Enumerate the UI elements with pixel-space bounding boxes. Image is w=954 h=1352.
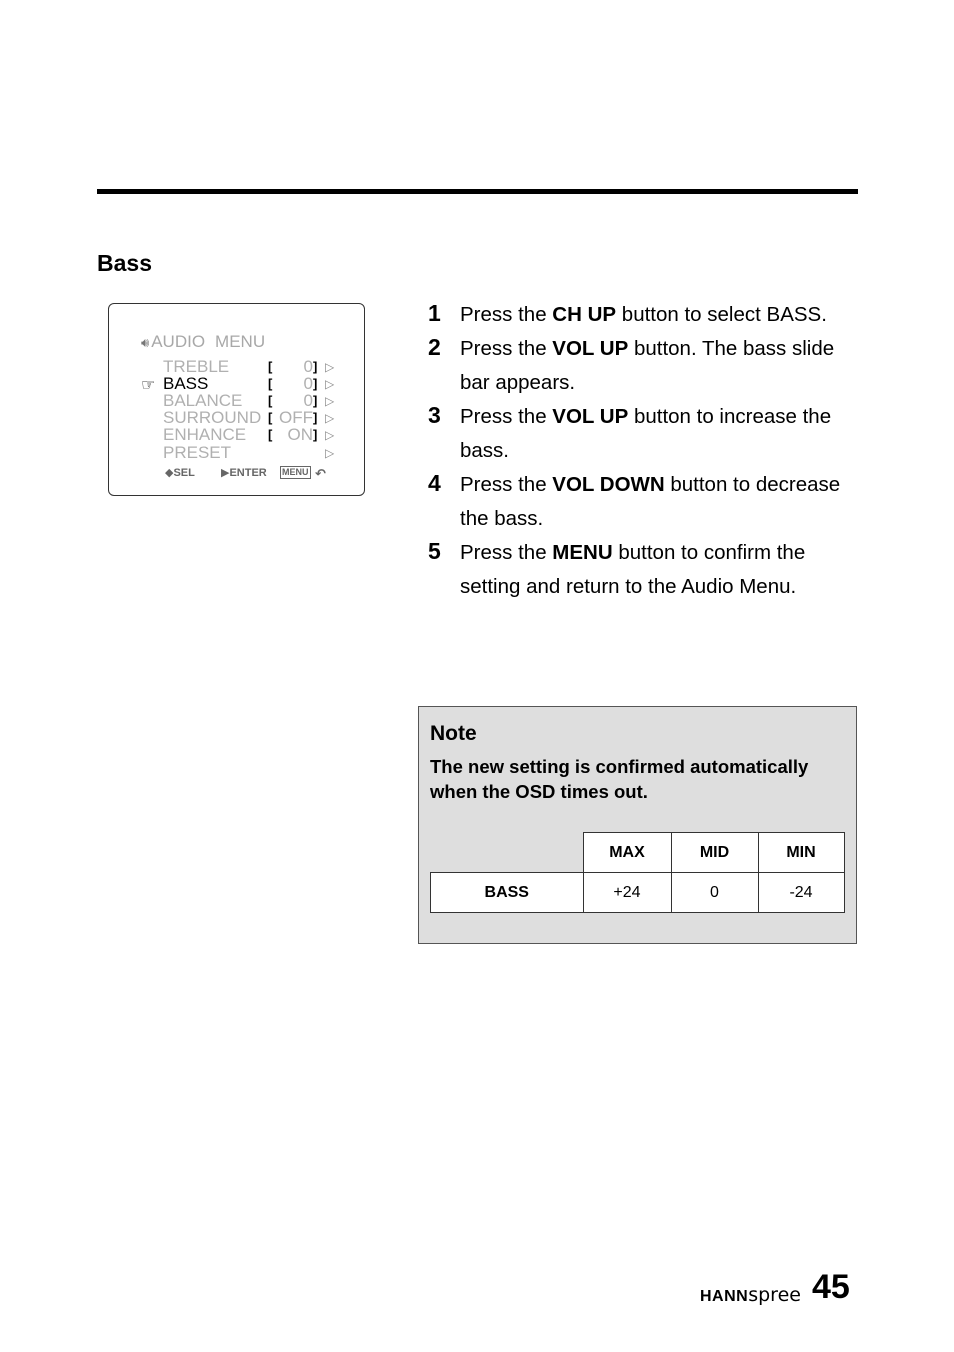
bracket-right: ] — [313, 359, 318, 374]
osd-row-label: BASS — [163, 374, 209, 393]
bracket-left: [ — [268, 427, 273, 442]
bracket-left: [ — [268, 376, 273, 391]
page-number: 45 — [812, 1268, 850, 1306]
osd-row-value: 0 — [303, 391, 313, 410]
step-key: VOL UP — [552, 337, 629, 360]
pointing-hand-icon: ☞ — [141, 377, 156, 394]
osd-row-label: PRESET — [163, 443, 232, 462]
step-text: Press the — [460, 303, 553, 326]
step-key: VOL DOWN — [552, 473, 665, 496]
step-item — [428, 400, 858, 468]
osd-screen — [108, 303, 365, 496]
note-title: Note — [430, 722, 477, 745]
osd-footer-menu: MENU — [282, 467, 309, 477]
step-key: VOL UP — [552, 405, 629, 428]
step-text: button to select BASS. — [616, 303, 827, 326]
osd-row-value: 0 — [303, 374, 313, 393]
osd-footer-sel — [165, 466, 195, 479]
arrow-right-icon: ▷ — [325, 377, 335, 391]
osd-row-value: OFF — [279, 408, 313, 427]
step-text: button to decrease the bass. — [460, 473, 841, 530]
table-row-label: BASS — [431, 873, 584, 913]
osd-header — [141, 332, 265, 352]
bracket-right: ] — [313, 427, 318, 442]
step-text: button to confirm the setting and return to the Audio Menu. — [460, 541, 806, 598]
arrow-right-icon: ▷ — [325, 446, 335, 460]
osd-row-preset — [163, 444, 343, 462]
osd-header-word1: AUDIO — [151, 332, 206, 351]
step-text: button. The bass slide bar appears. — [460, 337, 835, 394]
brand-logo-bold: HANN — [700, 1288, 749, 1305]
brand-logo — [700, 1284, 801, 1307]
return-icon: ↶ — [315, 466, 326, 481]
table-corner — [431, 833, 584, 873]
bracket-right: ] — [313, 376, 318, 391]
osd-row-label: BALANCE — [163, 391, 243, 410]
note-box — [418, 706, 857, 944]
bracket-left: [ — [268, 410, 273, 425]
step-text: button to increase the bass. — [460, 405, 832, 462]
table-row — [431, 873, 845, 913]
osd-footer-enter — [221, 466, 267, 479]
play-icon: ▶ — [221, 467, 230, 479]
top-rule — [97, 189, 858, 194]
bracket-left: [ — [268, 359, 273, 374]
steps-list — [428, 298, 858, 604]
osd-footer-enter-label: ENTER — [229, 467, 267, 479]
arrow-right-icon: ▷ — [325, 411, 335, 425]
step-number: 2 — [428, 334, 441, 360]
updown-icon: ◆ — [165, 467, 174, 479]
step-number: 5 — [428, 538, 441, 564]
step-text: Press the — [460, 405, 553, 428]
bracket-right: ] — [313, 393, 318, 408]
table-header-row — [431, 833, 845, 873]
note-text: The new setting is confirmed automatically when the OSD times out. — [430, 756, 809, 802]
osd-row-label: ENHANCE — [163, 425, 247, 444]
step-number: 4 — [428, 470, 441, 496]
osd-header-word2: MENU — [215, 332, 266, 351]
step-key: MENU — [552, 541, 613, 564]
osd-row-value: ON — [287, 425, 313, 444]
step-number: 1 — [428, 300, 441, 326]
brand-logo-light: spree — [748, 1284, 801, 1306]
step-text: Press the — [460, 337, 553, 360]
table-header-cell: MID — [671, 833, 758, 873]
table-header-cell: MIN — [758, 833, 844, 873]
arrow-right-icon: ▷ — [325, 394, 335, 408]
step-text: Press the — [460, 473, 553, 496]
table-cell: -24 — [758, 873, 844, 913]
arrow-right-icon: ▷ — [325, 428, 335, 442]
speaker-icon: 🔊︎ — [141, 335, 150, 350]
section-title: Bass — [97, 250, 152, 276]
step-item — [428, 536, 858, 604]
osd-row-value: 0 — [303, 357, 313, 376]
osd-row-label: SURROUND — [163, 408, 262, 427]
osd-row-label: TREBLE — [163, 357, 230, 376]
bass-range-table — [430, 832, 845, 913]
step-key: CH UP — [552, 303, 617, 326]
table-header-cell: MAX — [583, 833, 671, 873]
step-number: 3 — [428, 402, 441, 428]
step-item — [428, 298, 858, 332]
step-text: Press the — [460, 541, 553, 564]
osd-footer-sel-label: SEL — [173, 467, 195, 479]
step-item — [428, 468, 858, 536]
bracket-left: [ — [268, 393, 273, 408]
bracket-right: ] — [313, 410, 318, 425]
table-cell: +24 — [583, 873, 671, 913]
step-item — [428, 332, 858, 400]
osd-footer — [165, 466, 335, 482]
table-cell: 0 — [671, 873, 758, 913]
arrow-right-icon: ▷ — [325, 360, 335, 374]
osd-row-enhance — [163, 426, 343, 444]
